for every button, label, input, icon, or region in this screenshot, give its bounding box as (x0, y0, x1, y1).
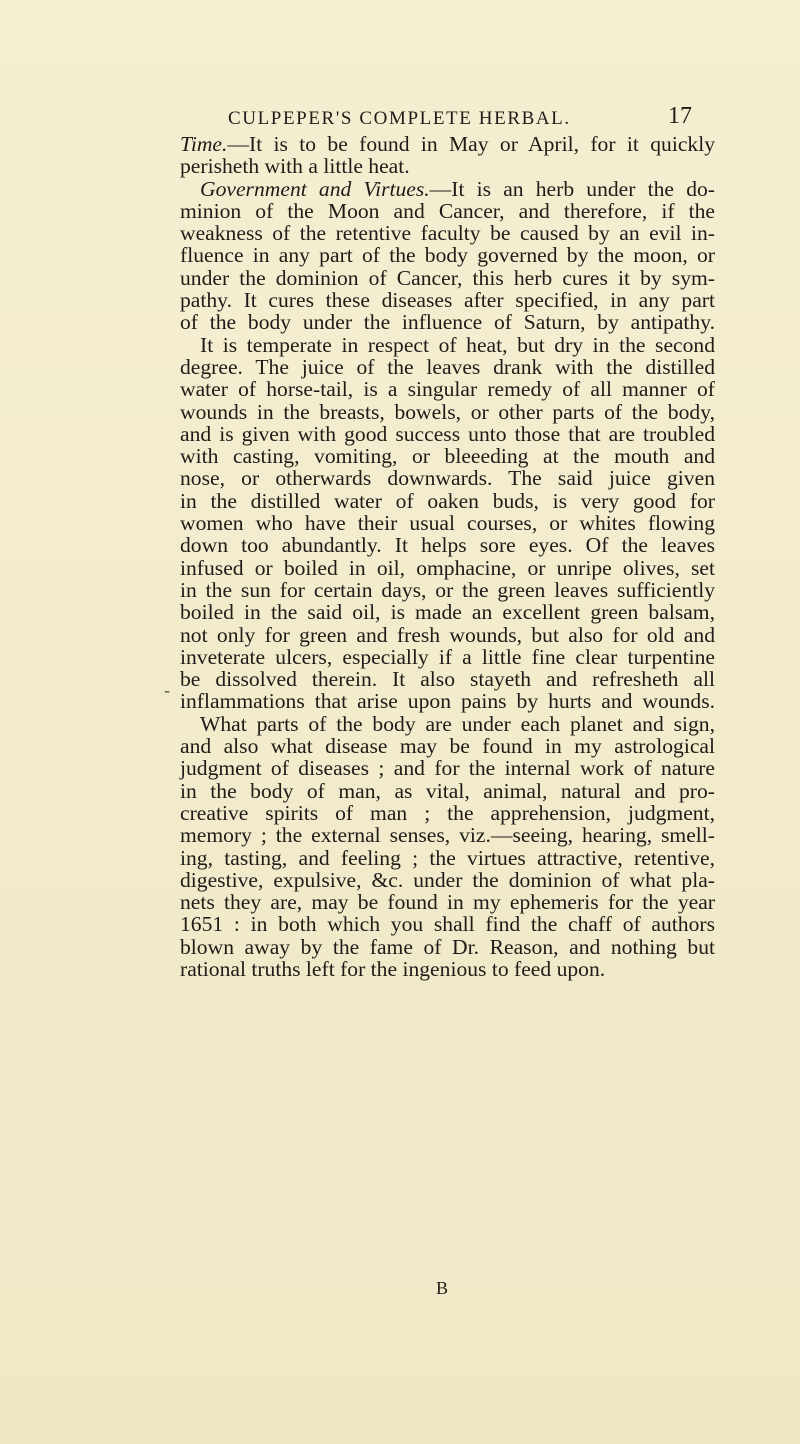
text-line: in the distilled water of oaken buds, is very good for (180, 488, 715, 513)
text-line: memory ; the external senses, viz.—seeing, hearing, smell- (180, 823, 715, 848)
text-line: inveterate ulcers, especially if a little fine clear turpentine (180, 644, 715, 669)
text-line: boiled in the said oil, is made an excellent green balsam, (180, 600, 715, 625)
text-line: of the body under the influence of Saturn, by antipathy. (180, 310, 715, 335)
text-line: and also what disease may be found in my astrological (180, 734, 715, 759)
text-line: degree. The juice of the leaves drank with the distilled (180, 354, 715, 379)
lead-phrase: Time. (180, 132, 228, 156)
text-line: with casting, vomiting, or bleeeding at the mouth and (180, 444, 715, 469)
text-line: ing, tasting, and feeling ; the virtues attractive, retentive, (180, 845, 715, 870)
text-line: nose, or otherwards downwards. The said juice given (180, 466, 715, 491)
text-line: rational truths left for the ingenious to feed upon. (180, 956, 606, 981)
text-line: under the dominion of Cancer, this herb cures it by sym- (180, 265, 715, 290)
text-line: 1651 : in both which you shall find the chaff of authors (180, 912, 715, 937)
text-line: in the sun for certain days, or the green leaves sufficiently (180, 577, 715, 602)
text-line: Government and Virtues.—It is an herb under the do- (200, 176, 715, 201)
text-line: not only for green and fresh wounds, but also for old and (180, 622, 715, 647)
text-line: What parts of the body are under each planet and sign, (200, 711, 715, 736)
text-line: down too abundantly. It helps sore eyes. Of the leaves (180, 533, 715, 558)
text-line: blown away by the fame of Dr. Reason, and nothing but (180, 934, 715, 959)
margin-mark: - (164, 680, 170, 700)
text-line: nets they are, may be found in my ephemeris for the year (180, 890, 715, 915)
lead-phrase: Government and Virtues. (200, 176, 430, 201)
text-line: Time.—It is to be found in May or April, for it quickly (180, 132, 715, 156)
text-line: digestive, expulsive, &c. under the dominion of what pla- (180, 867, 715, 892)
text-line: infused or boiled in oil, omphacine, or unripe olives, set (180, 555, 715, 580)
text-line: water of horse-tail, is a singular remedy of all manner of (180, 377, 715, 402)
text-line: judgment of diseases ; and for the internal work of nature (180, 756, 715, 781)
text-line: weakness of the retentive faculty be caused by an evil in- (180, 221, 715, 246)
page-number: 17 (668, 103, 692, 129)
text-line: wounds in the breasts, bowels, or other parts of the body, (180, 399, 715, 424)
text-line: women who have their usual courses, or whites flowing (180, 511, 715, 536)
text-line: in the body of man, as vital, animal, natural and pro- (180, 778, 715, 803)
body-text (180, 133, 715, 980)
text-line: creative spirits of man ; the apprehension, judgment, (180, 800, 715, 825)
text-line: be dissolved therein. It also stayeth and refresheth all (180, 667, 715, 692)
text-line: It is temperate in respect of heat, but dry in the second (200, 332, 715, 357)
text-line: and is given with good success unto those that are troubled (180, 421, 715, 446)
text-line: inflammations that arise upon pains by hurts and wounds. (180, 689, 715, 714)
running-title: CULPEPER'S COMPLETE HERBAL. (228, 108, 571, 129)
text-line: fluence in any part of the body governed by the moon, or (180, 243, 715, 268)
text-line: perisheth with a little heat. (180, 154, 410, 179)
text-line: minion of the Moon and Cancer, and therefore, if the (180, 198, 715, 223)
text-line: pathy. It cures these diseases after specified, in any part (180, 288, 715, 313)
signature-mark: B (436, 1278, 450, 1298)
